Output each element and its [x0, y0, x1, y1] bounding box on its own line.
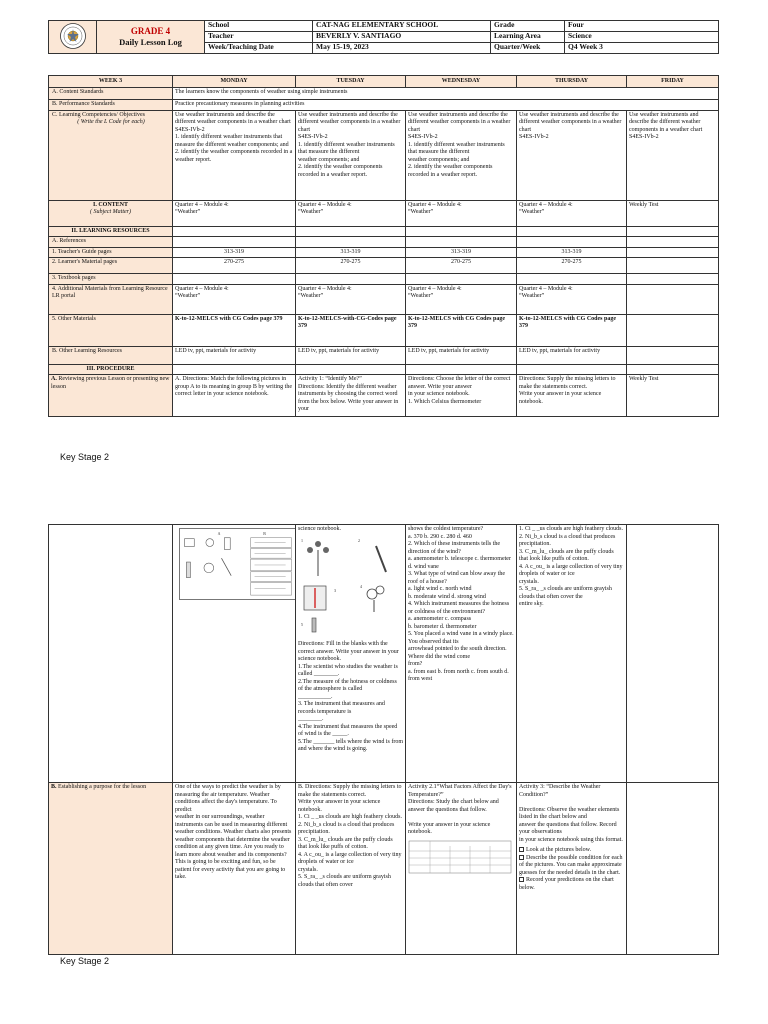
- fill-blanks-text: Directions: Fill in the blanks with the correct answer. Write your answer in your science notebook. 1.The scientist who studies the weather is called ________. 2.The measure of the hotness or coldness of the atmosphere is called ___________. 3. The instrument that measures and records temperature is ________. 4.The instrument that measures the speed of wind is the _____. 5.The _______ tells where the wind is from and where the wind is going.: [298, 641, 403, 752]
- grade-value: Four: [565, 21, 719, 32]
- review-cell: [49, 375, 173, 417]
- day-tuesday: TUESDAY: [296, 76, 406, 88]
- content-sub: ( Subject Matter): [90, 209, 131, 215]
- other-learning-resources-row: [49, 346, 719, 364]
- teachers-guide-label: 1. Teacher's Guide pages: [49, 247, 173, 258]
- week-date-label: Week/Teaching Date: [205, 43, 313, 54]
- other-learning-resources-label: B. Other Learning Resources: [49, 346, 173, 364]
- logo-cell: [49, 21, 97, 54]
- learning-area-value: Science: [565, 32, 719, 43]
- review-continued-friday: [627, 525, 719, 783]
- grade-title: GRADE 4: [130, 25, 171, 36]
- references-row: [49, 237, 719, 248]
- additional-materials-label: 4. Additional Materials from Learning Resource LR portal: [49, 284, 173, 314]
- review-thursday: Directions: Supply the missing letters to make the statements correct. Write your answer in your science notebook.: [517, 375, 627, 417]
- references-label: A. References: [49, 237, 173, 248]
- day-wednesday: WEDNESDAY: [406, 76, 517, 88]
- other-tuesday: K-to-12-MELCS-with-CG-Codes page 379: [296, 314, 406, 346]
- svg-text:2: 2: [358, 537, 360, 543]
- competencies-label: C. Learning Competencies/ Objectives: [52, 111, 145, 118]
- school-value: CAT-NAG ELEMENTARY SCHOOL: [313, 21, 491, 32]
- competencies-cell: [49, 110, 173, 200]
- resources-row: [49, 226, 719, 237]
- competencies-tuesday: Use weather instruments and describe the different weather components in a weather chart S4ES-IVb-2 1. identify different weather instruments that measure the different weather components; and 2. identify the weather components recorded in a weather report.: [296, 110, 406, 200]
- competencies-friday: Use weather instruments and describe the different weather components in a weather chart S4ES-IVb-2: [627, 110, 719, 200]
- lesson-log-table: [48, 75, 719, 417]
- olr-tuesday: LED tv, ppt, materials for activity: [296, 346, 406, 364]
- day-header-row: [49, 76, 719, 88]
- missing-letters-cell: 1. Ci _ _us clouds are high feathery clouds. 2. Ni_b_s cloud is a cloud that produces precipitation. 3. C_m_lu_ clouds are the puffy clouds that look like puffs of cotton. 4. A c_ou_ is a large collection of very tiny droplets of water or ice crystals. 5. S_ra_ _s clouds are uniform grayish clouds that often cover the entire sky.: [517, 525, 627, 783]
- checkbox-icon: [519, 855, 524, 860]
- temperature-chart-figure: [408, 840, 512, 874]
- procedure-row: [49, 364, 719, 375]
- additional-materials-row: [49, 284, 719, 314]
- teacher-value: BEVERLY V. SANTIAGO: [313, 32, 491, 43]
- additional-monday: Quarter 4 – Module 4: “Weather”: [173, 284, 296, 314]
- competencies-row: [49, 110, 719, 200]
- purpose-letter: B.: [51, 784, 57, 790]
- content-friday: Weekly Test: [627, 200, 719, 226]
- content-monday: Quarter 4 – Module 4: “Weather”: [173, 200, 296, 226]
- lm-monday: 270-275: [173, 258, 296, 274]
- lm-tuesday: 270-275: [296, 258, 406, 274]
- olr-wednesday: LED tv, ppt, materials for activity: [406, 346, 517, 364]
- svg-text:5: 5: [301, 621, 303, 627]
- week-label: WEEK 3: [49, 76, 173, 88]
- content-standards-row: [49, 88, 719, 100]
- review-friday: Weekly Test: [627, 375, 719, 417]
- content-standards-text: The learners know the components of weather using simple instruments: [173, 88, 719, 100]
- tuesday-carryover: science notebook.: [298, 526, 341, 532]
- review-tuesday: Activity 1: “Identify Me?” Directions: Identify the different weather instruments by choosing the correct word from the box below. Write your answer in your: [296, 375, 406, 417]
- review-wednesday: Directions: Choose the letter of the correct answer. Write your answer in your science notebook. 1. Which Celsius thermometer: [406, 375, 517, 417]
- olr-thursday: LED tv, ppt, materials for activity: [517, 346, 627, 364]
- teacher-label: Teacher: [205, 32, 313, 43]
- purpose-thursday: [517, 783, 627, 955]
- review-continued-label: [49, 525, 173, 783]
- review-monday: A. Directions: Match the following pictures in group A to its meaning in group B by writing the correct letter in your science notebook.: [173, 375, 296, 417]
- content-standards-label: A. Content Standards: [49, 88, 173, 100]
- matching-pictures-cell: [173, 525, 296, 783]
- performance-standards-text: Practice precautionary measures in planning activities: [173, 100, 719, 111]
- day-monday: MONDAY: [173, 76, 296, 88]
- review-continued-row: [49, 525, 719, 783]
- learning-area-label: Learning Area: [491, 32, 565, 43]
- tg-thursday: 313-319: [517, 247, 627, 258]
- header-table: [48, 20, 719, 54]
- learners-material-row: [49, 258, 719, 274]
- svg-text:4: 4: [360, 583, 362, 589]
- quarter-week-value: Q4 Week 3: [565, 43, 719, 54]
- checklist-item-1: Look at the pictures below.: [519, 847, 624, 855]
- purpose-label: Establishing a purpose for the lesson: [58, 784, 147, 790]
- checkbox-icon: [519, 877, 524, 882]
- deped-seal-icon: [56, 22, 90, 50]
- lesson-log-table-continued: [48, 524, 719, 955]
- review-label: Reviewing previous Lesson or presenting new lesson: [51, 376, 170, 390]
- day-friday: FRIDAY: [627, 76, 719, 88]
- purpose-cell: [49, 783, 173, 955]
- grade-cell: [97, 21, 205, 54]
- multiple-choice-cell: shows the coldest temperature? a. 370 b. 290 c. 280 d. 460 2. Which of these instruments tells the direction of the wind? a. anemometer b. telescope c. thermometer d. wind vane 3. What type of wind can blow away the roof of a house? a. light wind c. north wind b. moderate wind d. strong wind 4. Which instrument measures the hotness or coldness of the environment? a. anemometer c. compass b. barometer d. thermometer 5. You placed a wind vane in a windy place. You observed that its arrowhead pointed to the south direction. Where did the wind come from? a. from east b. from north c. from south d. from west: [406, 525, 517, 783]
- purpose-friday: [627, 783, 719, 955]
- other-monday: K-to-12-MELCS with CG Codes page 379: [173, 314, 296, 346]
- content-cell: [49, 200, 173, 226]
- performance-standards-label: B. Performance Standards: [49, 100, 173, 111]
- week-date-value: May 15-19, 2023: [313, 43, 491, 54]
- key-stage-footer-2: Key Stage 2: [60, 956, 110, 966]
- svg-text:3: 3: [334, 587, 336, 593]
- content-thursday: Quarter 4 – Module 4: “Weather”: [517, 200, 627, 226]
- performance-standards-row: [49, 100, 719, 111]
- textbook-label: 3. Textbook pages: [49, 274, 173, 285]
- quarter-week-label: Quarter/Week: [491, 43, 565, 54]
- tg-monday: 313-319: [173, 247, 296, 258]
- temperature-activity-text: Activity 2.1“What Factors Affect the Day's Temperature?” Directions: Study the chart below and answer the questions that follow. Write your answer in your science notebook.: [408, 784, 512, 835]
- svg-text:A: A: [217, 531, 221, 536]
- content-row: [49, 200, 719, 226]
- tg-tuesday: 313-319: [296, 247, 406, 258]
- content-label: I. CONTENT: [92, 201, 128, 208]
- resources-label: II. LEARNING RESOURCES: [49, 226, 173, 237]
- matching-activity-figure: [179, 528, 296, 600]
- competencies-thursday: Use weather instruments and describe the different weather components in a weather chart S4ES-IVb-2: [517, 110, 627, 200]
- svg-text:B: B: [263, 531, 266, 536]
- purpose-row: [49, 783, 719, 955]
- school-label: School: [205, 21, 313, 32]
- key-stage-footer-1: Key Stage 2: [60, 452, 110, 462]
- review-letter: A.: [51, 376, 57, 382]
- review-row: [49, 375, 719, 417]
- other-materials-row: [49, 314, 719, 346]
- procedure-label: III. PROCEDURE: [49, 364, 173, 375]
- describe-weather-text: Activity 3: “Describe the Weather Condition?” Directions: Observe the weather elements listed in the chart below and answer the questions that follow. Record your observations in your science notebook using this format.: [519, 784, 623, 843]
- lm-thursday: 270-275: [517, 258, 627, 274]
- additional-thursday: Quarter 4 – Module 4: “Weather”: [517, 284, 627, 314]
- grade-label: Grade: [491, 21, 565, 32]
- weather-instruments-figure: [298, 536, 402, 636]
- identify-me-cell: [296, 525, 406, 783]
- competencies-note: ( Write the L Code for each): [77, 119, 145, 125]
- svg-text:1: 1: [301, 537, 303, 543]
- additional-tuesday: Quarter 4 – Module 4: “Weather”: [296, 284, 406, 314]
- additional-wednesday: Quarter 4 – Module 4: “Weather”: [406, 284, 517, 314]
- lm-wednesday: 270-275: [406, 258, 517, 274]
- content-wednesday: Quarter 4 – Module 4: “Weather”: [406, 200, 517, 226]
- purpose-wednesday: [406, 783, 517, 955]
- day-thursday: THURSDAY: [517, 76, 627, 88]
- purpose-monday: One of the ways to predict the weather is by measuring the air temperature. Weather conditions affect the day's temperature. To predict weather in our surroundings, weather instruments can be used in measuring different weather conditions. Weather charts also presents weather components that determine the weather condition at any given time. Are you ready to learn more about weather and its components? This is going to be exciting and fun, so be patient for every activity that you are going to take.: [173, 783, 296, 955]
- other-materials-label: 5. Other Materials: [49, 314, 173, 346]
- purpose-tuesday: B. Directions: Supply the missing letters to make the statements correct. Write your answer in your science notebook. 1. Ci _ _us clouds are high feathery clouds. 2. Ni_b_s cloud is a cloud that produces precipitation. 3. C_m_lu_ clouds are the puffy clouds that look like puffs of cotton. 4. A c_ou_ is a large collection of very tiny droplets of water or ice crystals. 5. S_ra_ _s clouds are uniform grayish clouds that often cover: [296, 783, 406, 955]
- checklist-item-3: Record your predictions on the chart below.: [519, 877, 614, 891]
- textbook-row: [49, 274, 719, 285]
- checklist-item-2: Describe the possible condition for each of the pictures. You can make approximate guesses for the needed details in the chart.: [519, 854, 623, 876]
- content-tuesday: Quarter 4 – Module 4: “Weather”: [296, 200, 406, 226]
- checkbox-icon: [519, 847, 524, 852]
- tg-wednesday: 313-319: [406, 247, 517, 258]
- teachers-guide-row: [49, 247, 719, 258]
- learners-material-label: 2. Learner's Material pages: [49, 258, 173, 274]
- other-wednesday: K-to-12-MELCS with CG Codes page 379: [406, 314, 517, 346]
- olr-monday: LED tv, ppt, materials for activity: [173, 346, 296, 364]
- other-thursday: K-to-12-MELCS with CG Codes page 379: [517, 314, 627, 346]
- competencies-wednesday: Use weather instruments and describe the different weather components in a weather chart S4ES-IVb-2 1. identify different weather instruments that measure the different weather components; and 2. identify the weather components recorded in a weather report.: [406, 110, 517, 200]
- competencies-monday: Use weather instruments and describe the different weather components in a weather chart S4ES-IVb-2 1. identify different weather instruments that measure the different weather components; and 2. identify the weather components recorded in a weather report.: [173, 110, 296, 200]
- log-title: Daily Lesson Log: [119, 37, 182, 48]
